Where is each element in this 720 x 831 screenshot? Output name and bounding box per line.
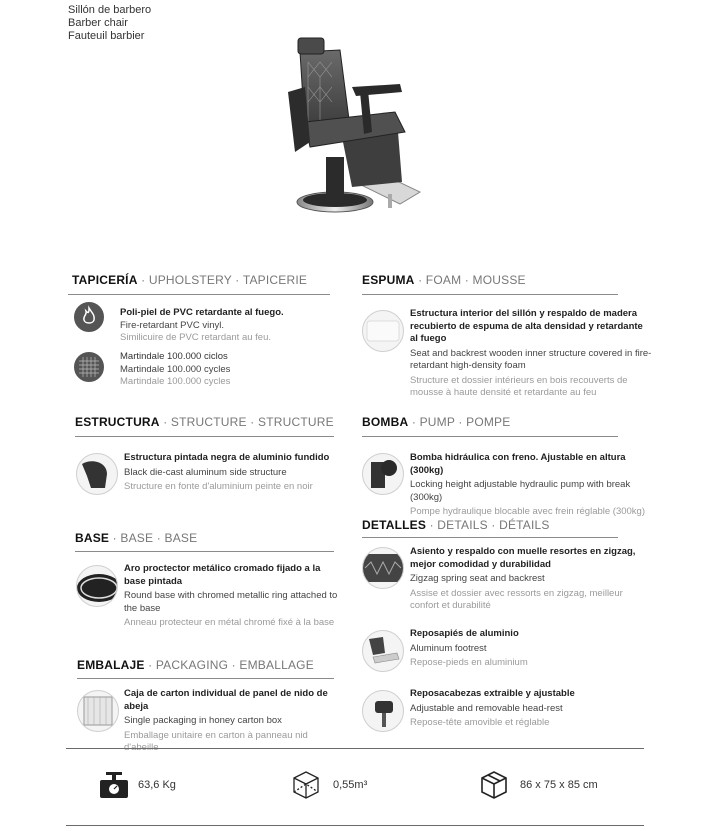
barber-chair-image <box>260 32 460 232</box>
fabric-texture-icon <box>74 352 104 382</box>
footrest-icon <box>362 630 404 672</box>
divider <box>75 436 334 437</box>
dimensions-value: 86 x 75 x 85 cm <box>520 779 598 791</box>
details-item-footrest: Reposapiés de aluminio Aluminum footrest Repose-pieds en aluminium <box>410 628 528 668</box>
upholstery-item-martindale: Martindale 100.000 ciclos Martindale 100.000 cycles Martindale 100.000 cycles <box>120 351 231 387</box>
structure-item: Estructura pintada negra de aluminio fundido Black die-cast aluminum side structure Structure en fonte d'aluminium peinte en noir <box>124 452 330 492</box>
divider <box>75 551 334 552</box>
footer-divider-top <box>66 748 644 749</box>
flame-icon <box>74 302 104 332</box>
round-base-icon <box>76 565 118 607</box>
hydraulic-pump-icon <box>362 453 404 495</box>
divider <box>362 294 618 295</box>
volume-value: 0,55m³ <box>333 779 368 791</box>
box-icon <box>478 768 510 800</box>
packaging-item: Caja de carton individual de panel de nido de abeja Single packaging in honey carton box Emballage unitaire en carton à panneau nid <box>124 688 328 741</box>
section-title-details: DETALLES · DETAILS · DÉTAILS <box>362 518 550 532</box>
headrest-icon <box>362 690 404 732</box>
section-title-structure: ESTRUCTURA · STRUCTURE · STRUCTURE <box>75 415 334 429</box>
base-item: Aro proctector metálico cromado fijado a la base pintada Round base with chromed metallic ring attached to the base Anneau protecteur en métal chromé fixé à la base <box>124 563 338 628</box>
side-structure-icon <box>76 453 118 495</box>
divider <box>362 537 618 538</box>
upholstery-item-pvc: Poli-piel de PVC retardante al fuego. Fire-retardant PVC vinyl. Similicuire de PVC retardant au feu. <box>120 307 284 343</box>
scale-icon <box>98 768 130 800</box>
product-name-fr: Fauteuil barbier <box>68 30 145 42</box>
product-name-block <box>68 4 151 43</box>
section-title-upholstery: TAPICERÍA · UPHOLSTERY · TAPICERIE <box>72 273 308 287</box>
weight-value: 63,6 Kg <box>138 779 176 791</box>
details-item-springs: Asiento y respaldo con muelle resortes en zigzag, mejor comodidad y durabilidad Zigzag spring seat and backrest Assise et dossier avec ressorts en zigzag, meilleur confort et durabilité <box>410 546 636 611</box>
foam-item: Estructura interior del sillón y respaldo de madera recubierto de espuma de alta densidad y retardante al fuego Seat and backrest wooden inner structure covered in fire-retardant high-density foam Structure et dossier intérieurs en bois recouverts de mousse à haute densité et retardante au feu <box>410 308 652 398</box>
carton-box-icon <box>77 690 119 732</box>
section-title-packaging: EMBALAJE · PACKAGING · EMBALLAGE <box>77 658 314 672</box>
section-title-pump: BOMBA · PUMP · POMPE <box>362 415 511 429</box>
divider <box>362 436 618 437</box>
foam-icon <box>362 310 404 352</box>
cube-icon <box>290 768 322 800</box>
footer-divider-bottom <box>66 825 644 826</box>
divider <box>77 678 334 679</box>
section-title-base: BASE · BASE · BASE <box>75 531 198 545</box>
divider <box>68 294 330 295</box>
product-name-es: Sillón de barbero <box>68 4 152 16</box>
product-name-en: Barber chair <box>68 17 128 29</box>
section-title-foam: ESPUMA · FOAM · MOUSSE <box>362 273 526 287</box>
zigzag-spring-icon <box>362 547 404 589</box>
pump-item: Bomba hidráulica con freno. Ajustable en altura (300kg) Locking height adjustable hydraulic pump with break (300kg) Pompe hydraulique blocable avec frein réglable (300kg) <box>410 452 646 517</box>
details-item-headrest: Reposacabezas extraible y ajustable Adjustable and removable head-rest Repose-tête amovible et réglable <box>410 688 575 728</box>
